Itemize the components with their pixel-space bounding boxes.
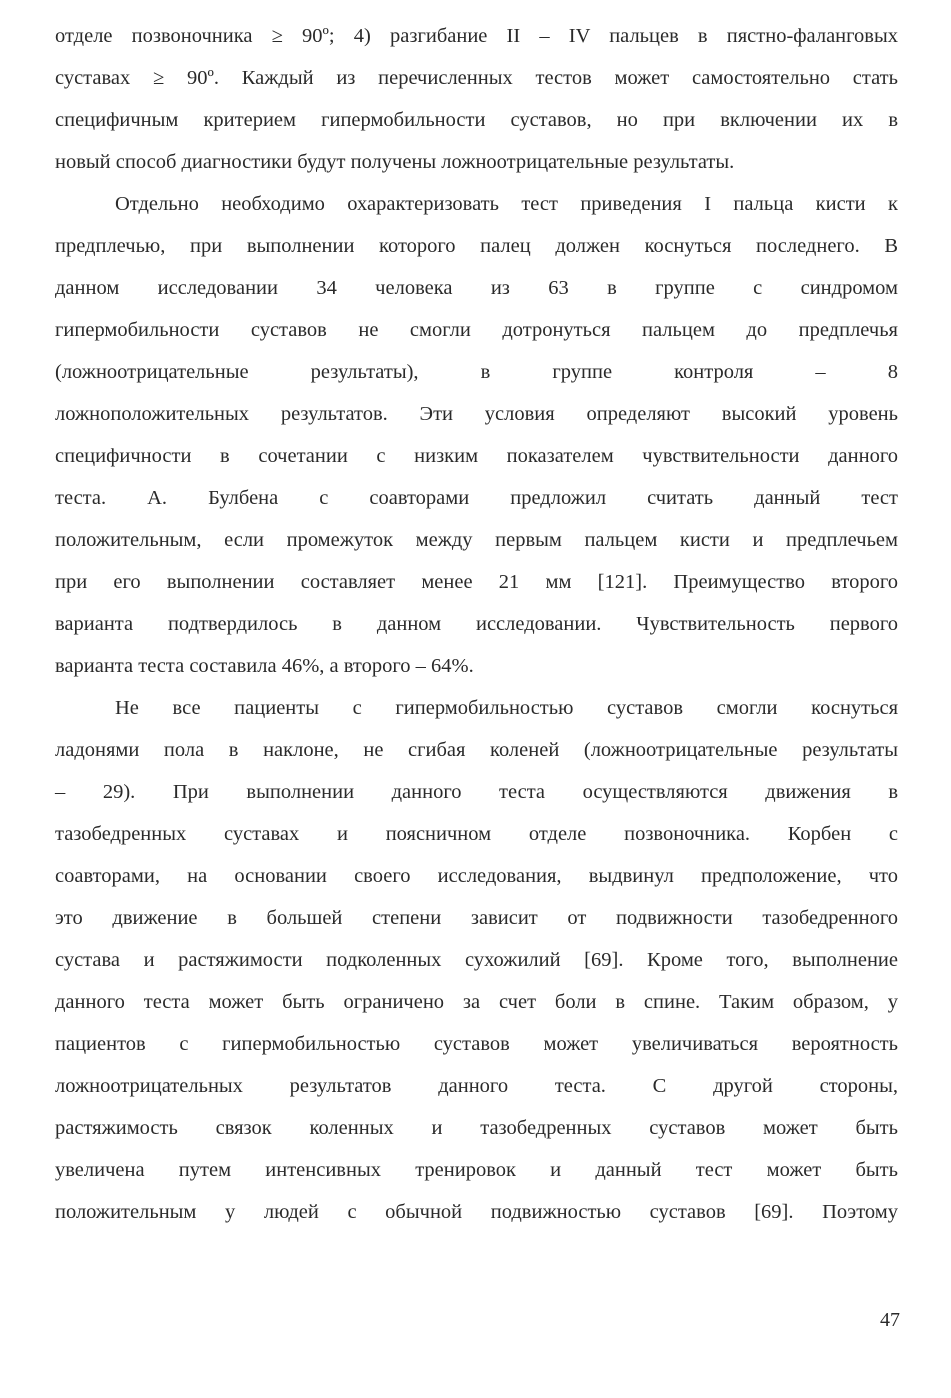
text-line: специфичным критерием гипермобильности суставов, но при включении их в <box>55 109 898 131</box>
text-line: теста. А. Булбена с соавторами предложил считать данный тест <box>55 487 898 509</box>
paragraph-first-line: Не все пациенты с гипермобильностью суставов смогли коснуться <box>115 697 898 719</box>
text-line: специфичности в сочетании с низким показателем чувствительности данного <box>55 445 898 467</box>
text-line: ложноположительных результатов. Эти условия определяют высокий уровень <box>55 403 898 425</box>
text-line: варианта подтвердилось в данном исследовании. Чувствительность первого <box>55 613 898 635</box>
text-line: новый способ диагностики будут получены ложноотрицательные результаты. <box>55 151 735 173</box>
text-line: данном исследовании 34 человека из 63 в группе с синдромом <box>55 277 898 299</box>
text-line: сустава и растяжимости подколенных сухожилий [69]. Кроме того, выполнение <box>55 949 898 971</box>
text-line: ладонями пола в наклоне, не сгибая коленей (ложноотрицательные результаты <box>55 739 898 761</box>
text-line: (ложноотрицательные результаты), в группе контроля – 8 <box>55 361 898 383</box>
text-line: ложноотрицательных результатов данного теста. С другой стороны, <box>55 1075 898 1097</box>
text-line: тазобедренных суставах и поясничном отделе позвоночника. Корбен с <box>55 823 898 845</box>
page-number: 47 <box>880 1309 900 1331</box>
text-line: положительным у людей с обычной подвижностью суставов [69]. Поэтому <box>55 1201 898 1223</box>
text-line: растяжимость связок коленных и тазобедренных суставов может быть <box>55 1117 898 1139</box>
text-line: отделе позвоночника ≥ 90º; 4) разгибание II – IV пальцев в пястно-фаланговых <box>55 25 898 47</box>
text-line: предплечью, при выполнении которого палец должен коснуться последнего. В <box>55 235 898 257</box>
text-line: суставах ≥ 90º. Каждый из перечисленных тестов может самостоятельно стать <box>55 67 898 89</box>
text-line: пациентов с гипермобильностью суставов может увеличиваться вероятность <box>55 1033 898 1055</box>
text-line: увеличена путем интенсивных тренировок и данный тест может быть <box>55 1159 898 1181</box>
text-line: гипермобильности суставов не смогли дотронуться пальцем до предплечья <box>55 319 898 341</box>
paragraph-first-line: Отдельно необходимо охарактеризовать тест приведения I пальца кисти к <box>115 193 898 215</box>
text-line: это движение в большей степени зависит от подвижности тазобедренного <box>55 907 898 929</box>
text-line: – 29). При выполнении данного теста осуществляются движения в <box>55 781 898 803</box>
text-line: соавторами, на основании своего исследования, выдвинул предположение, что <box>55 865 898 887</box>
text-line: варианта теста составила 46%, а второго – 64%. <box>55 655 474 677</box>
text-line: положительным, если промежуток между первым пальцем кисти и предплечьем <box>55 529 898 551</box>
text-line: данного теста может быть ограничено за счет боли в спине. Таким образом, у <box>55 991 898 1013</box>
text-line: при его выполнении составляет менее 21 мм [121]. Преимущество второго <box>55 571 898 593</box>
